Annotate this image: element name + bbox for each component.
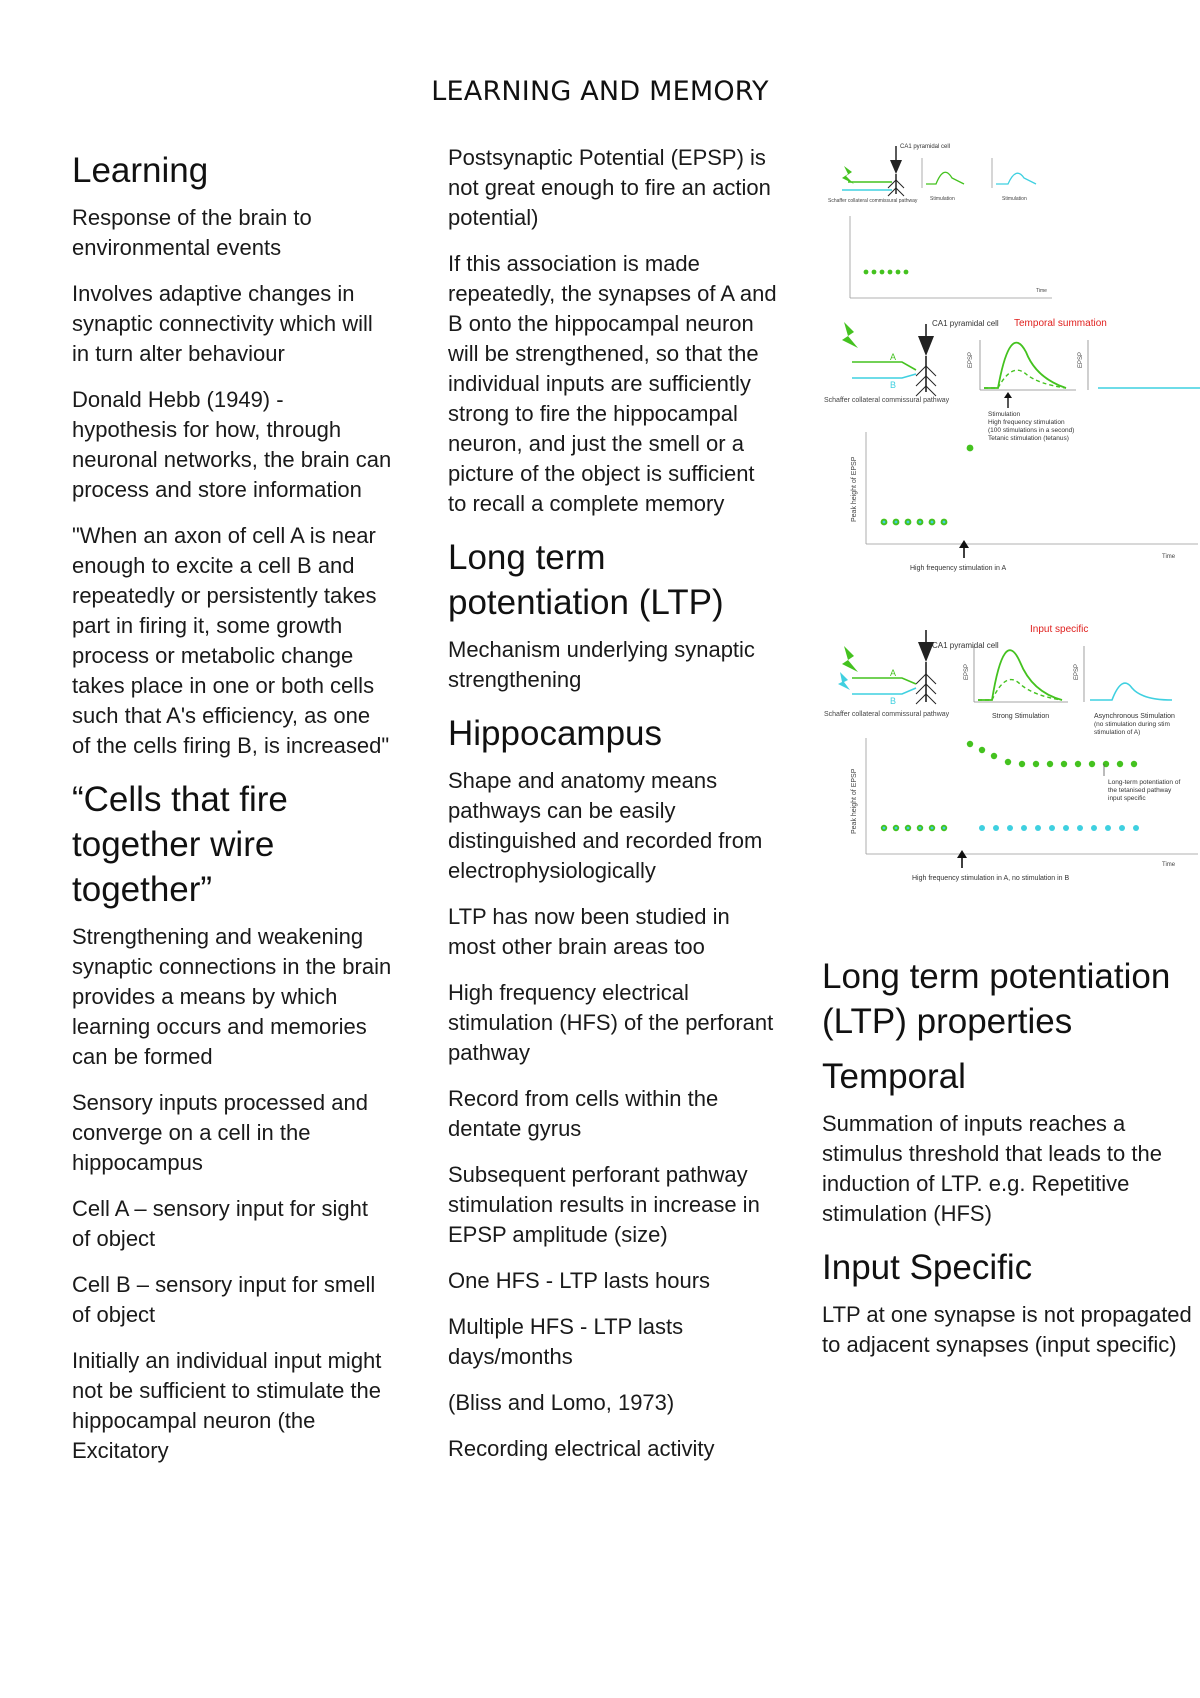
fig2-pathway-label: Schaffer collateral commissural pathway xyxy=(824,397,950,404)
paragraph: Shape and anatomy means pathways can be easily distinguished and recorded from electrophysiologically xyxy=(448,768,763,883)
fig3-async-1: Asynchronous Stimulation xyxy=(1094,713,1175,720)
paragraph: Donald Hebb (1949) - hypothesis for how, through neuronal networks, the brain can process and store information xyxy=(72,387,392,502)
paragraph: Initially an individual input might not be sufficient to stimulate the hippocampal neuron (the Excitatory xyxy=(72,1348,382,1463)
figure-baseline-stimulation xyxy=(822,138,1200,306)
fig3-pathway-label: Schaffer collateral commissural pathway xyxy=(824,711,950,718)
page-title: LEARNING AND MEMORY xyxy=(431,76,769,107)
fig3-async-2: (no stimulation during stim xyxy=(1094,721,1170,728)
fig2-heading: Temporal summation xyxy=(1014,318,1107,329)
paragraph: Postsynaptic Potential (EPSP) is not great enough to fire an action potential) xyxy=(448,145,771,230)
heading-temporal: Temporal xyxy=(822,1057,966,1096)
paragraph: Cell A – sensory input for sight of object xyxy=(72,1196,368,1251)
fig2-input-b: B xyxy=(890,380,897,390)
neuron-icon xyxy=(888,146,904,196)
fig1-cell-label: CA1 pyramidal cell xyxy=(900,144,951,150)
fig2-ylabel-small-2: EPSP xyxy=(1078,351,1084,368)
fig2-stim-note-1: Stimulation xyxy=(988,411,1021,418)
fig3-ltp-3: input specific xyxy=(1108,795,1146,802)
fig2-cell-label: CA1 pyramidal cell xyxy=(932,319,999,328)
fig3-input-b: B xyxy=(890,696,897,706)
fig3-ylabel-small: EPSP xyxy=(964,663,970,680)
heading-learning: Learning xyxy=(72,151,209,190)
column-1 xyxy=(72,140,392,1482)
fig2-input-a: A xyxy=(890,352,897,362)
paragraph: Record from cells within the dentate gyrus xyxy=(448,1086,719,1141)
heading-ltp: Long term potentiation (LTP) xyxy=(448,538,724,622)
fig3-ylabel: Peak height of EPSP xyxy=(851,768,858,834)
paragraph: Cell B – sensory input for smell of object xyxy=(72,1272,376,1327)
fig2-stim-note-4: Tetanic stimulation (tetanus) xyxy=(988,435,1069,442)
paragraph: One HFS - LTP lasts hours xyxy=(448,1268,711,1293)
fig2-ylabel-small: EPSP xyxy=(968,351,974,368)
fig3-xlabel: Time xyxy=(1162,862,1176,868)
fig3-ltp-1: Long-term potentiation of xyxy=(1108,779,1181,786)
lightning-icon xyxy=(842,646,858,672)
fig1-stim-label-1: Stimulation xyxy=(930,196,955,202)
figure-temporal-summation xyxy=(822,312,1200,580)
fig2-ylabel: Peak height of EPSP xyxy=(851,456,858,522)
paragraph: High frequency electrical stimulation (HFS) of the perforant pathway xyxy=(448,980,774,1065)
fig1-data-points xyxy=(864,270,909,275)
fig3-ylabel-small-2: EPSP xyxy=(1074,663,1080,680)
heading-hippocampus: Hippocampus xyxy=(448,714,662,753)
fig2-xlabel: Time xyxy=(1162,554,1176,560)
fig2-data-points xyxy=(881,445,974,526)
lightning-icon xyxy=(838,672,850,690)
fig1-xlabel: Time xyxy=(1036,288,1047,294)
paragraph: Involves adaptive changes in synaptic connectivity which will in turn alter behaviour xyxy=(72,281,373,366)
column-2 xyxy=(448,143,778,1480)
fig3-async-3: stimulation of A) xyxy=(1094,729,1141,736)
heading-cells-fire-together: “Cells that fire together wire together” xyxy=(72,780,288,909)
paragraph: Strengthening and weakening synaptic connections in the brain provides a means by which learning occurs and memories can be formed xyxy=(72,924,392,1069)
fig2-stim-note-3: (100 stimulations in a second) xyxy=(988,427,1075,434)
fig3-arrow-label: High frequency stimulation in A, no stimulation in B xyxy=(912,875,1070,882)
figure-input-specific xyxy=(822,618,1200,888)
fig3-series-a xyxy=(881,741,1137,831)
fig3-ltp-2: the tetanised pathway xyxy=(1108,787,1172,794)
paragraph: Sensory inputs processed and converge on a cell in the hippocampus xyxy=(72,1090,368,1175)
paragraph: Multiple HFS - LTP lasts days/months xyxy=(448,1314,684,1369)
paragraph: Summation of inputs reaches a stimulus threshold that leads to the induction of LTP. e.g. Repetitive stimulation (HFS) xyxy=(822,1111,1162,1226)
paragraph: Subsequent perforant pathway stimulation results in increase in EPSP amplitude (size) xyxy=(448,1162,760,1247)
fig3-input-a: A xyxy=(890,668,897,678)
paragraph: (Bliss and Lomo, 1973) xyxy=(448,1390,675,1415)
paragraph: Response of the brain to environmental events xyxy=(72,205,312,260)
fig3-heading: Input specific xyxy=(1030,624,1089,635)
paragraph: Mechanism underlying synaptic strengthening xyxy=(448,637,755,692)
fig1-stim-label-2: Stimulation xyxy=(1002,196,1027,202)
hebb-quote: "When an axon of cell A is near enough to excite a cell B and repeatedly or persistently takes part in firing it, some growth process or metabolic change takes place in one or both cells such that A's efficiency, as one of the cells firing B, is increased" xyxy=(72,523,390,758)
paragraph: LTP at one synapse is not propagated to adjacent synapses (input specific) xyxy=(822,1302,1192,1357)
neuron-icon xyxy=(916,324,936,396)
column-3-text xyxy=(822,946,1200,1376)
fig1-pathway-label: Schaffer collateral commissural pathway xyxy=(828,198,918,204)
fig3-strong-label: Strong Stimulation xyxy=(992,713,1050,720)
lightning-icon xyxy=(842,322,858,348)
fig2-arrow-label: High frequency stimulation in A xyxy=(910,565,1007,572)
paragraph: LTP has now been studied in most other brain areas too xyxy=(448,904,730,959)
heading-ltp-properties: Long term potentiation (LTP) properties xyxy=(822,957,1171,1041)
figures-column xyxy=(822,138,1200,888)
paragraph: Recording electrical activity xyxy=(448,1436,715,1461)
paragraph: If this association is made repeatedly, the synapses of A and B onto the hippocampal neuron will be strengthened, so that the individual inputs are sufficiently strong to fire the hippocampal neuron, and just the smell or a picture of the object is sufficient to recall a complete memory xyxy=(448,251,777,516)
fig3-cell-label: CA1 pyramidal cell xyxy=(932,641,999,650)
fig2-stim-note-2: High frequency stimulation xyxy=(988,419,1065,426)
heading-input-specific: Input Specific xyxy=(822,1248,1033,1287)
